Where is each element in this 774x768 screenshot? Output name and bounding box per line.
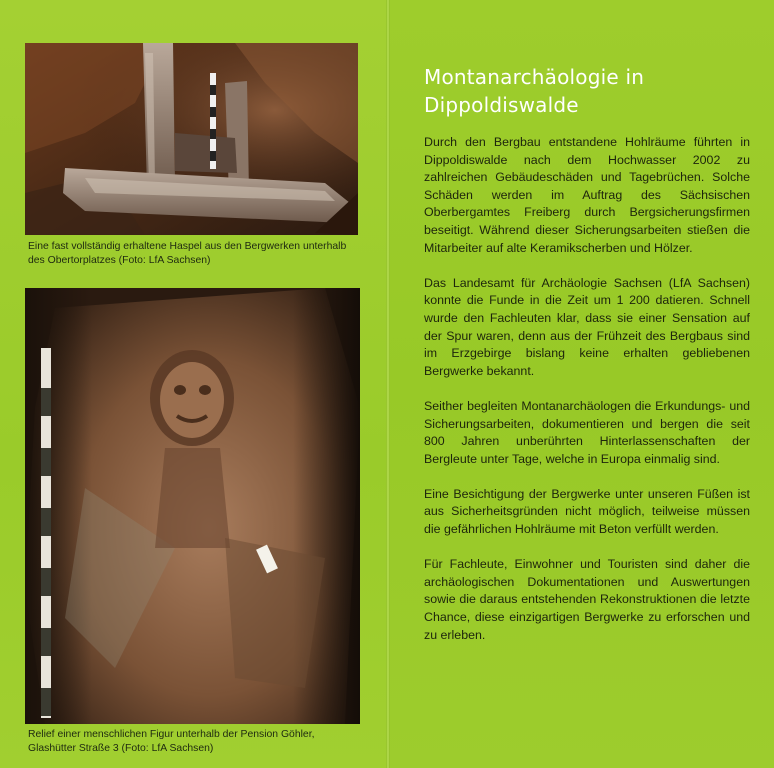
page-title bbox=[424, 63, 754, 119]
paragraph: Für Fachleute, Einwohner und Touristen sind daher die archäologischen Dokumentationen und Auswertungen sowie die daraus entstehenden Rekonstruktionen die letzte Chance, diese einzigartigen Bergwerke zu erforschen und zu erleben. bbox=[424, 557, 750, 642]
relief-photo-art bbox=[25, 288, 360, 724]
caption-haspel: Eine fast vollständig erhaltene Haspel aus den Bergwerken unterhalb des Obertorplatzes (Foto: LfA Sachsen) bbox=[28, 241, 347, 266]
title-line-2: Dippoldiswalde bbox=[424, 93, 579, 117]
paragraph: Durch den Bergbau entstandene Hohlräume führten in Dippoldiswalde nach dem Hochwasser 2002 zu zahlreichen Gebäudeschäden und Tagebrüchen. Solche Schäden werden im Auftrag des Sächsischen Oberbergamtes Freiberg durch Bergsicherungsfirmen beseitigt. Während dieser Sicherungsarbeiten stießen die Mitarbeiter auf alte Keramikscherben und Hölzer. bbox=[424, 135, 750, 255]
photo-haspel bbox=[25, 43, 358, 235]
body-text bbox=[424, 134, 750, 644]
caption-relief: Relief einer menschlichen Figur unterhalb der Pension Göhler, Glashütter Straße 3 (Foto: LfA Sachsen) bbox=[28, 729, 315, 754]
paragraph: Seither begleiten Montanarchäologen die Erkundungs- und Sicherungsarbeiten, dokumentieren und bergen die seit 800 Jahren unberührten Hinterlassenschaften der Bergleute unter Tage, welche in Europa einmalig sind. bbox=[424, 398, 750, 466]
haspel-photo-art bbox=[25, 43, 358, 235]
title-line-1: Montanarchäologie in bbox=[424, 65, 645, 89]
paragraph: Das Landesamt für Archäologie Sachsen (LfA Sachsen) konnte die Funde in die Zeit um 1 200 datieren. Schnell wurde den Fachleuten klar, dass sie einer Sensation auf der Spur waren, denn aus der Frühzeit des Bergbaus sind im Erzgebirge bislang keine erhalten gebliebenen Bergwerke bekannt. bbox=[424, 275, 750, 378]
photo-relief bbox=[25, 288, 360, 724]
paragraph: Eine Besichtigung der Bergwerke unter unseren Füßen ist aus Sicherheitsgründen nicht möglich, teilweise müssen die gefährlichen Hohlräume mit Beton verfüllt werden. bbox=[424, 486, 750, 537]
